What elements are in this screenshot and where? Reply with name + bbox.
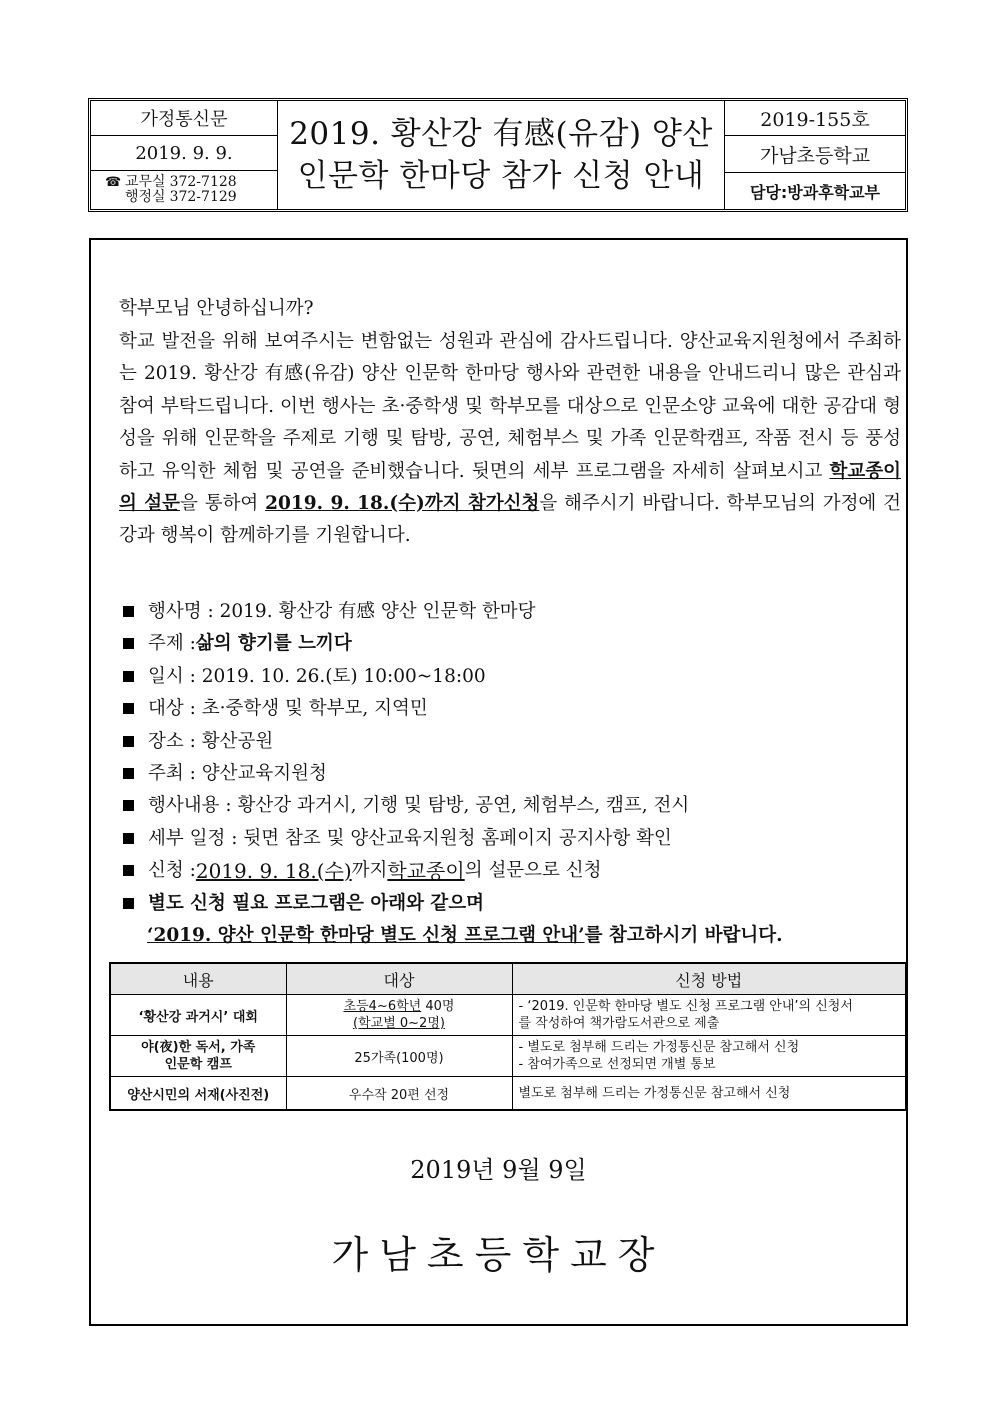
- intro-paragraph: [119, 326, 901, 553]
- list-item: 행사내용 : 황산강 과거시, 기행 및 탐방, 공연, 체험부스, 캠프, 전시: [121, 790, 901, 822]
- list-item: 일시 : 2019. 10. 26.(토) 10:00~18:00: [121, 661, 901, 693]
- table-cell: 초등4~6학년 40명 (학교별 0~2명): [286, 995, 512, 1036]
- title-line-2: 인문학 한마당 참가 신청 안내: [297, 158, 705, 194]
- newsletter-body: [89, 238, 908, 1326]
- square-bullet-icon: [123, 800, 134, 811]
- para-deadline: 2019. 9. 18.(수)까지 참가신청: [265, 493, 540, 515]
- phone-row-1: [105, 175, 237, 190]
- list-item: 주최 : 양산교육지원청: [121, 758, 901, 790]
- list-item-continuation: ‘2019. 양산 인문학 한마당 별도 신청 프로그램 안내’ 를 참고하시기 바랍니다.: [147, 924, 783, 946]
- column-header: 신청 방법: [512, 963, 906, 995]
- square-bullet-icon: [123, 671, 134, 682]
- page-title: [278, 101, 725, 209]
- contact-numbers: [91, 171, 277, 209]
- para-survey-link: 학교종이의 설문: [119, 460, 901, 515]
- table-cell: ‘황산강 과거시’ 대회: [110, 995, 286, 1036]
- newsletter-header: [88, 98, 908, 212]
- table-row: [110, 1077, 906, 1111]
- issue-date: 2019년 9월 9일: [410, 1156, 587, 1184]
- table-row: [110, 1036, 906, 1077]
- department: 담당:방과후학교부: [749, 182, 881, 202]
- square-bullet-icon: [123, 898, 134, 909]
- greeting: 학부모님 안녕하십니까?: [119, 298, 314, 319]
- para-text-c: 을 해주시기 바랍니다. 학부모님의 가정에 건강과 행복이 함께하기를 기원합니다.: [119, 493, 902, 547]
- event-details-list: [121, 596, 901, 952]
- program-table: [109, 962, 907, 1111]
- list-item: 행사명 : 2019. 황산강 有感 양산 인문학 한마당: [121, 596, 901, 628]
- para-text-a: 학교 발전을 위해 보여주시는 변함없는 성원과 관심에 감사드립니다. 양산교육지원청에서 주최하는 2019. 황산강 有感(유감) 양산 인문학 한마당 행사와 관련한 내용을 안내드리니 많은 관심과 참여 부탁드립니다. 이번 행사는 초·중학생 및 학부모를 대상으로 인문소양 교육에 대한 공감대 형성을 위해 인문학을 주제로 기행 및 탐방, 공연, 체험부스 및 가족 인문학캠프, 작품 전시 등 풍성하고 유익한 체험 및 공연을 준비했습니다. 뒷면의 세부 프로그램을 자세히 살펴보시고: [119, 331, 901, 482]
- phone1-number: 372-7128: [169, 174, 237, 190]
- list-item: 주제 : 삶의 향기를 느끼다: [121, 628, 901, 660]
- table-header-row: [110, 963, 906, 995]
- school-name: 가남초등학교: [725, 136, 905, 173]
- table-cell: - 별도로 첨부해 드리는 가정통신문 참고해서 신청 - 참여가족으로 선정되면 개별 통보: [512, 1036, 906, 1077]
- square-bullet-icon: [123, 736, 134, 747]
- table-cell: 양산시민의 서재(사진전): [110, 1077, 286, 1111]
- header-right-panel: [725, 101, 905, 209]
- phone2-label: 행정실: [125, 189, 166, 205]
- para-text-b: 을 통하여: [180, 493, 266, 515]
- list-item: 별도 신청 필요 프로그램은 아래와 같으며: [121, 888, 901, 920]
- table-cell: 우수작 20편 선정: [286, 1077, 512, 1111]
- square-bullet-icon: [123, 638, 134, 649]
- square-bullet-icon: [123, 703, 134, 714]
- column-header: 대상: [286, 963, 512, 995]
- square-bullet-icon: [123, 865, 134, 876]
- column-header: 내용: [110, 963, 286, 995]
- list-item: 장소 : 황산공원: [121, 726, 901, 758]
- phone2-number: 372-7129: [169, 189, 237, 205]
- phone-row-2: [105, 190, 237, 205]
- table-cell: 야(夜)한 독서, 가족 인문학 캠프: [110, 1036, 286, 1077]
- principal-signature: 가남초등학교장: [331, 1233, 666, 1277]
- square-bullet-icon: [123, 833, 134, 844]
- newsletter-type: 가정통신문: [91, 101, 277, 136]
- phone1-label: 교무실: [125, 174, 166, 190]
- list-item: 세부 일정 : 뒷면 참조 및 양산교육지원청 홈페이지 공지사항 확인: [121, 823, 901, 855]
- square-bullet-icon: [123, 768, 134, 779]
- phone-icon: ☎: [105, 175, 122, 190]
- table-row: [110, 995, 906, 1036]
- list-item: 대상 : 초·중학생 및 학부모, 지역민: [121, 693, 901, 725]
- square-bullet-icon: [123, 606, 134, 617]
- newsletter-date: 2019. 9. 9.: [91, 136, 277, 171]
- table-cell: 별도로 첨부해 드리는 가정통신문 참고해서 신청: [512, 1077, 906, 1111]
- table-cell: - ‘2019. 인문학 한마당 별도 신청 프로그램 안내’의 신청서 를 작성하여 책가람도서관으로 제출: [512, 995, 906, 1036]
- issue-number: 2019-155호: [725, 101, 905, 136]
- title-line-1: 2019. 황산강 有感(유감) 양산: [289, 116, 713, 152]
- list-item: 신청 : 2019. 9. 18.(수) 까지 학교종이 의 설문으로 신청: [121, 855, 901, 887]
- header-left-panel: [91, 101, 278, 209]
- table-cell: 25가족(100명): [286, 1036, 512, 1077]
